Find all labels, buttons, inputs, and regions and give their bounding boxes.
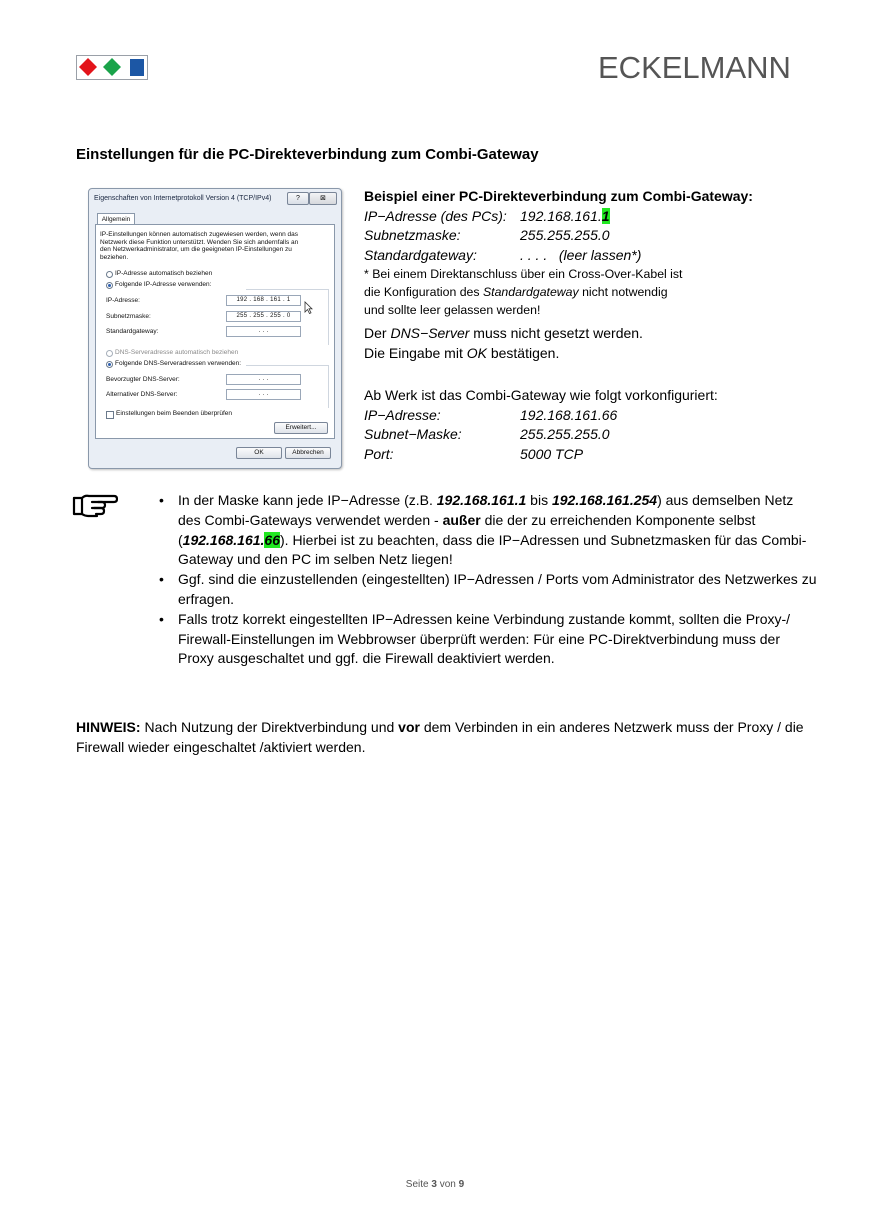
radio-manual-dns-label: Folgende DNS-Serveradressen verwenden:	[115, 360, 242, 367]
example-ip-label: IP−Adresse (des PCs):	[364, 207, 507, 224]
example-mask-value: 255.255.255.0	[520, 227, 610, 244]
example-ip-row	[364, 207, 753, 227]
note-paragraph	[76, 717, 816, 757]
factory-block	[364, 386, 718, 464]
example-gateway-label: Standardgateway:	[364, 246, 477, 263]
note-part2: dem Verbinden in ein anderes Netzwerk muss der Proxy / die Firewall wieder eingeschaltet /aktiviert werden.	[76, 719, 804, 755]
cancel-button[interactable]: Abbrechen	[285, 447, 331, 459]
confirm-note-c: bestätigen.	[486, 344, 560, 361]
footnote-b2: Standardgateway	[482, 285, 579, 300]
footer-page-number: 3	[431, 1179, 437, 1190]
eckelmann-logo-squares	[76, 55, 148, 80]
dialog-intro-text: IP-Einstellungen können automatisch zugewiesen werden, wenn das Netzwerk diese Funktion unterstützt. Wenden Sie sich andernfalls an den Netzwerkadministrator, um die geeigneten IP-Einstellungen zu beziehen.	[100, 231, 299, 261]
footnote-b3: nicht notwendig	[578, 285, 668, 300]
factory-ip-label: IP−Adresse:	[364, 406, 441, 423]
hint-item-admin: • Ggf. sind die einzustellenden (eingestellten) IP−Adressen / Ports vom Administrator des Netzwerkes zu erfragen.	[178, 570, 818, 610]
note-part1: Nach Nutzung der Direktverbindung und	[140, 719, 399, 735]
factory-ip-value: 192.168.161.66	[520, 406, 618, 423]
advanced-button[interactable]: Erweitert...	[274, 422, 328, 434]
factory-heading: Ab Werk ist das Combi-Gateway wie folgt vorkonfiguriert:	[364, 387, 718, 403]
hint1-ip-end: 192.168.161.254	[551, 492, 658, 508]
example-heading: Beispiel einer PC-Direkteverbindung zum Combi-Gateway:	[364, 188, 753, 204]
hint1-part2: bis	[526, 492, 552, 508]
radio-auto-ip-label: IP-Adresse automatisch beziehen	[115, 270, 213, 277]
factory-port-value: 5000 TCP	[520, 445, 584, 462]
dns1-field[interactable]: . . .	[226, 374, 301, 385]
footnote-line-b	[364, 283, 753, 301]
footer-part1: Seite	[405, 1179, 432, 1190]
dns-note	[364, 324, 753, 344]
hint1-part5: ). Hierbei ist zu beachten, dass die IP−Adressen und Subnetzmasken für das Combi-Gateway und den PC im selben Netz liegen!	[178, 531, 807, 568]
confirm-note	[364, 344, 753, 364]
hint1-part1: In der Maske kann jede IP−Adresse (z.B.	[178, 492, 437, 508]
ok-button[interactable]: OK	[236, 447, 282, 459]
hint1-part4: die der zu erreichenden Komponente selbst (	[178, 511, 756, 548]
example-gateway-row	[364, 246, 753, 266]
hint1-part3: ) aus demselben Netz des Combi-Gateways verwendet werden -	[178, 492, 794, 528]
footnote-line-a: * Bei einem Direktanschluss über ein Cross-Over-Kabel ist	[364, 267, 683, 282]
factory-mask-value: 255.255.255.0	[520, 426, 610, 443]
dns-note-c: muss nicht gesetzt werden.	[469, 325, 643, 342]
note-bold: vor	[398, 719, 420, 735]
example-ip-prefix: 192.168.161.	[520, 207, 602, 224]
validate-checkbox-label: Einstellungen beim Beenden überprüfen	[116, 410, 233, 417]
dns-note-a: Der	[364, 325, 391, 342]
dialog-panel	[95, 224, 335, 439]
footnote-line-c: und sollte leer gelassen werden!	[364, 303, 541, 318]
hint1-ip-own-suffix: 66	[264, 531, 280, 548]
help-button[interactable]: ?	[287, 192, 309, 205]
dns1-label: Bevorzugter DNS-Server:	[106, 376, 180, 383]
subnet-mask-label: Subnetzmaske:	[106, 313, 151, 320]
radio-manual-ip-label: Folgende IP-Adresse verwenden:	[115, 281, 212, 288]
radio-manual-dns[interactable]	[106, 361, 113, 368]
dns-note-b: DNS−Server	[390, 325, 470, 342]
tcpip-dialog	[88, 188, 342, 469]
section-title: Einstellungen für die PC-Direkteverbindung zum Combi-Gateway	[76, 146, 539, 163]
footer-part2: von	[436, 1179, 459, 1190]
close-button[interactable]: ⊠	[309, 192, 337, 205]
ip-address-field[interactable]: 192 . 168 . 161 . 1	[226, 295, 301, 306]
radio-auto-ip[interactable]	[106, 271, 113, 278]
page-footer	[0, 1179, 870, 1190]
example-block	[364, 187, 753, 364]
gateway-label: Standardgateway:	[106, 328, 159, 335]
factory-ip-row	[364, 406, 718, 426]
factory-port-label: Port:	[364, 445, 394, 462]
example-gateway-value: . . . . (leer lassen*)	[520, 246, 642, 263]
factory-mask-row	[364, 425, 718, 445]
mouse-cursor-icon	[304, 301, 313, 314]
dns2-field[interactable]: . . .	[226, 389, 301, 400]
radio-auto-dns[interactable]	[106, 350, 113, 357]
hint1-ip-start: 192.168.161.1	[436, 492, 527, 508]
brand-wordmark: ECKELMANN	[598, 50, 791, 85]
radio-manual-ip[interactable]	[106, 282, 113, 289]
dialog-title: Eigenschaften von Internetprotokoll Version 4 (TCP/IPv4)	[94, 195, 272, 202]
example-mask-row	[364, 226, 753, 246]
tab-allgemein[interactable]: Allgemein	[97, 213, 135, 225]
example-mask-label: Subnetzmaske:	[364, 227, 461, 244]
hints-list	[178, 491, 818, 669]
gateway-field[interactable]: . . .	[226, 326, 301, 337]
factory-mask-label: Subnet−Maske:	[364, 426, 462, 443]
pointing-hand-icon	[72, 492, 118, 518]
factory-port-row	[364, 445, 718, 465]
hint1-except: außer	[442, 511, 481, 528]
logo-blue-square	[130, 59, 144, 76]
example-ip-suffix: 1	[601, 207, 610, 224]
ip-address-label: IP-Adresse:	[106, 297, 140, 304]
subnet-mask-field[interactable]: 255 . 255 . 255 . 0	[226, 311, 301, 322]
hint-item-proxy: • Falls trotz korrekt eingestellten IP−Adressen keine Verbindung zustande kommt, sollten die Proxy-/ Firewall-Einstellungen im Webbrowser überprüft werden: Für eine PC-Direktverbindung muss der Proxy ausgeschaltet und ggf. die Firewall deaktiviert werden.	[178, 610, 818, 669]
dns-group-frame	[246, 365, 329, 408]
confirm-note-b: OK	[466, 344, 487, 361]
validate-checkbox[interactable]	[106, 411, 114, 419]
confirm-note-a: Die Eingabe mit	[364, 344, 467, 361]
footnote-b1: die Konfiguration des	[364, 285, 483, 300]
radio-auto-dns-label: DNS-Serveradresse automatisch beziehen	[115, 349, 239, 356]
note-label: HINWEIS:	[76, 719, 141, 735]
dns2-label: Alternativer DNS-Server:	[106, 391, 178, 398]
footer-page-total: 9	[458, 1179, 465, 1190]
hint-item-ip-range	[178, 491, 818, 570]
hint1-ip-own-prefix: 192.168.161.	[182, 531, 265, 548]
